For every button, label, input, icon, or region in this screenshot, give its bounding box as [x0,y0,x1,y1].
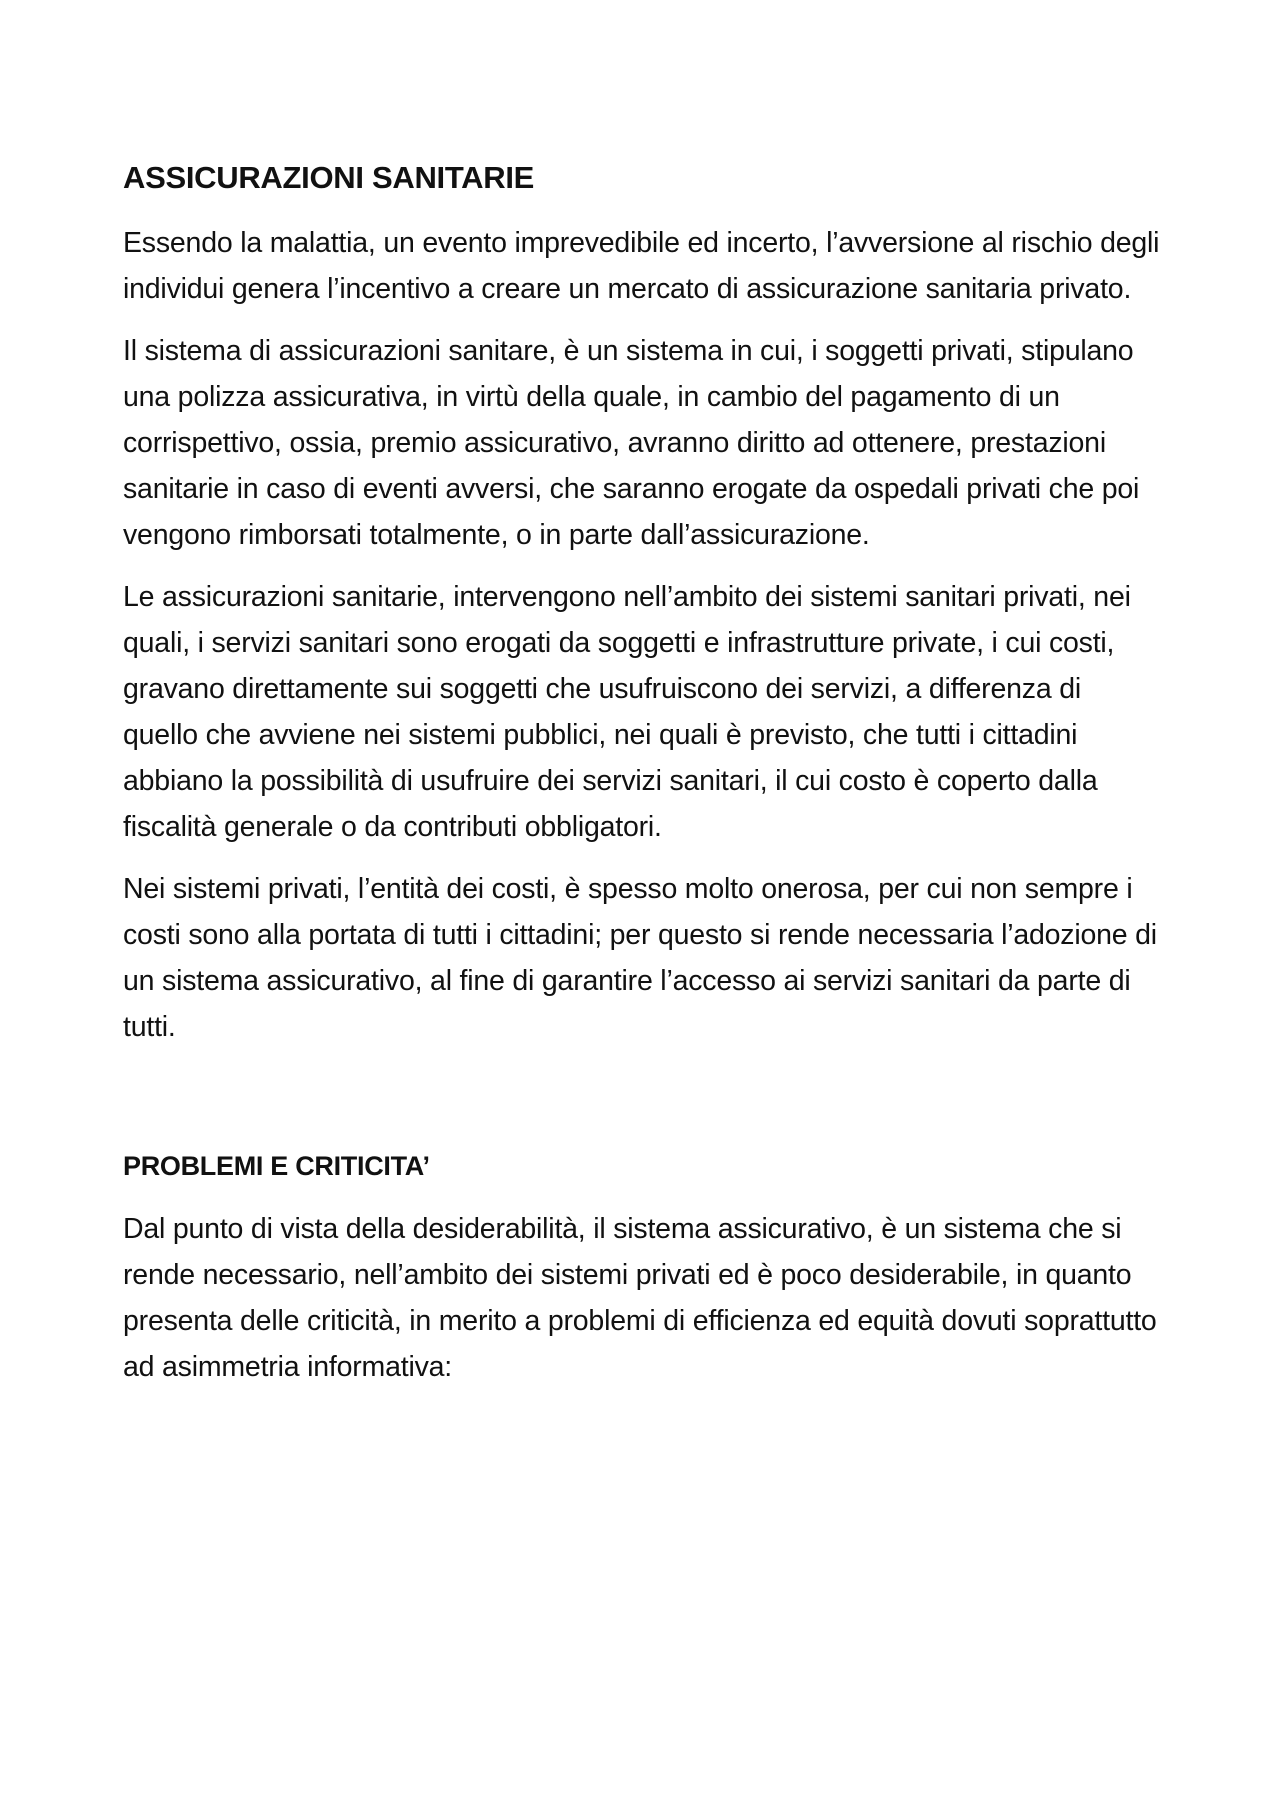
document-body [123,156,1163,1406]
paragraph: Il sistema di assicurazioni sanitare, è un sistema in cui, i soggetti privati, stipulano una polizza assicurativa, in virtù della quale, in cambio del pagamento di un corrispettivo, ossia, premio assicurativo, avranno diritto ad ottenere, prestazioni sanitarie in caso di eventi avversi, che saranno erogate da ospedali privati che poi vengono rimborsati totalmente, o in parte dall’assicurazione. [123,335,1140,551]
paragraph: Le assicurazioni sanitarie, intervengono nell’ambito dei sistemi sanitari privati, nei quali, i servizi sanitari sono erogati da soggetti e infrastrutture private, i cui costi, gravano direttamente sui soggetti che usufruiscono dei servizi, a differenza di quello che avviene nei sistemi pubblici, nei quali è previsto, che tutti i cittadini abbiano la possibilità di usufruire dei servizi sanitari, il cui costo è coperto dalla fiscalità generale o da contributi obbligatori. [123,581,1131,843]
paragraph: Nei sistemi privati, l’entità dei costi, è spesso molto onerosa, per cui non sempre i costi sono alla portata di tutti i cittadini; per questo si rende necessaria l’adozione di un sistema assicurativo, al fine di garantire l’accesso ai servizi sanitari da parte di tutti. [123,873,1157,1043]
paragraph: Dal punto di vista della desiderabilità, il sistema assicurativo, è un sistema che si rende necessario, nell’ambito dei sistemi privati ed è poco desiderabile, in quanto presenta delle criticità, in merito a problemi di efficienza ed equità dovuti soprattutto ad asimmetria informativa: [123,1213,1157,1383]
section-spacer [123,1066,1163,1146]
section-heading-assicurazioni: ASSICURAZIONI SANITARIE [123,160,535,195]
section-heading-problemi: PROBLEMI E CRITICITA’ [123,1151,430,1181]
paragraph: Essendo la malattia, un evento imprevedibile ed incerto, l’avversione al rischio degli individui genera l’incentivo a creare un mercato di assicurazione sanitaria privato. [123,227,1160,305]
